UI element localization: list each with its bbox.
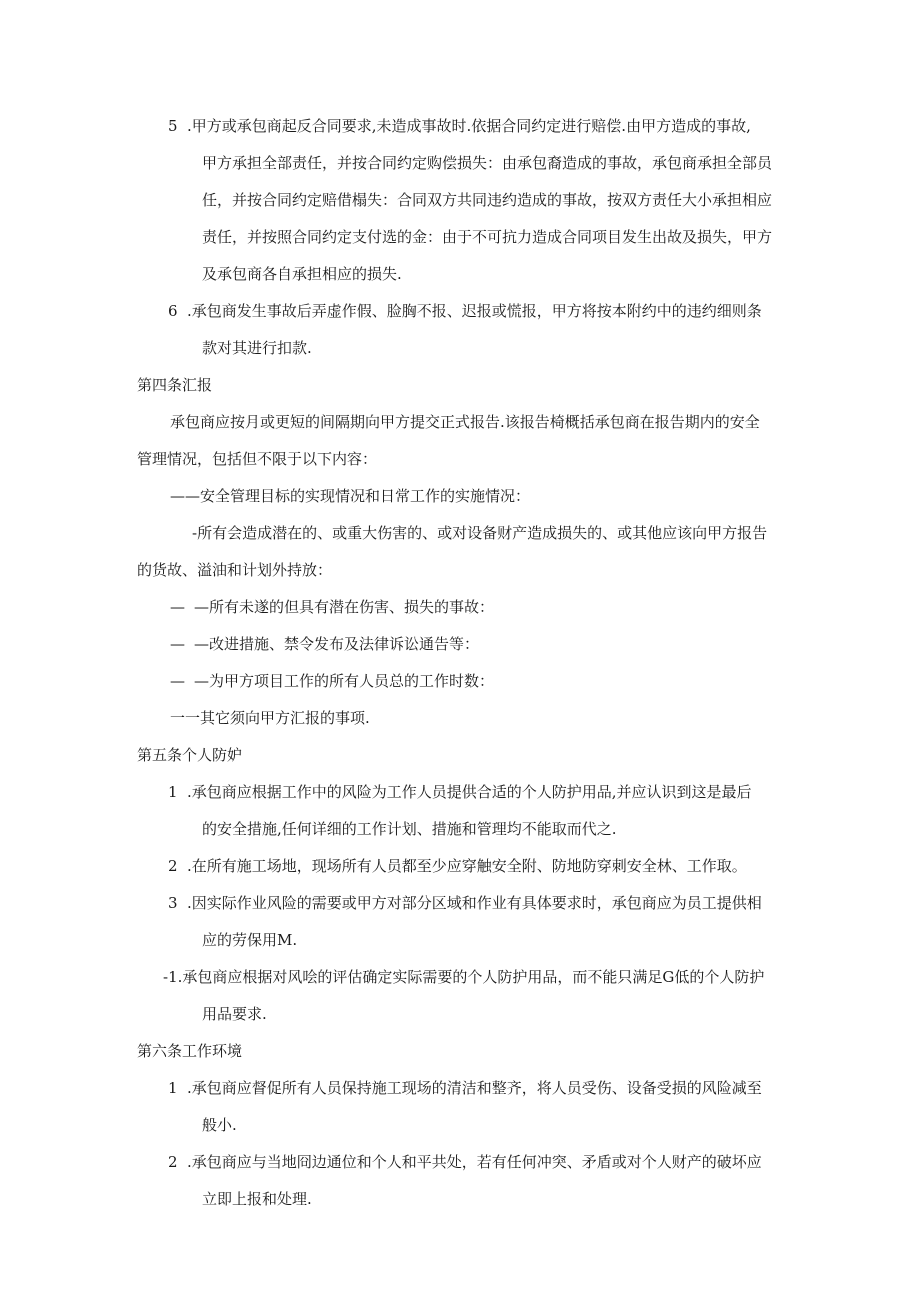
section-heading: 第五条个人防妒 [137, 746, 243, 764]
paragraph-line: 管理情况，包括但不限于以下内容： [137, 450, 378, 468]
bullet-line: 一一其它须向甲方汇报的事项. [170, 709, 370, 727]
item-text-line: .承包商应督促所有人员保持施工现场的清洁和整齐，将人员受伤、设备受损的风险减至 [187, 1079, 762, 1097]
item-text-line: .承包商应与当地冏边通位和个人和平共处，若有任何冲突、矛盾或对个人财产的破坏应 [187, 1153, 762, 1171]
item-text-line: 般小. [202, 1116, 237, 1134]
item-text-line: 及承包商各自承担相应的损失. [202, 265, 402, 283]
bullet-dash: — [170, 672, 185, 690]
bullet-line: —为甲方项目工作的所有人员总的工作时数： [194, 672, 495, 690]
paragraph-line: 承包商应按月或更短的间隔期向甲方提交正式报告.该报告椅概括承包商在报告期内的安全 [170, 413, 760, 431]
item-text-line: 甲方承担全部责任，并按合同约定购偿损失：由承包裔造成的事故，承包商承担全部员 [202, 154, 773, 172]
item-number: 2 [168, 1153, 178, 1171]
item-text-line: 款对其进行扣款. [202, 339, 312, 357]
item-text-line: .因实际作业风险的需要或甲方对部分区域和作业有具体要求时，承包商应为员工提供相 [187, 894, 762, 912]
bullet-line: ——安全管理目标的实现情况和日常工作的实施情况： [170, 487, 531, 505]
item-text-line: 任，并按合同约定赔借榻失：合同双方共同违约造成的事故，按双方责任大小承担相应 [202, 191, 773, 209]
bullet-line: —改进措施、禁令发布及法律诉讼通告等： [194, 635, 480, 653]
item-number: 1 [168, 783, 178, 801]
item-text-line: .在所有施工场地，现场所有人员都至少应穿触安全附、防地防穿刺安全林、工作取。 [187, 857, 747, 875]
item-text-line: 责任，并按照合同约定支付选的金：由于不可抗力造成合同项目发生出故及损失，甲方 [202, 228, 773, 246]
bullet-dash: — [170, 635, 185, 653]
item-text-line: .承包商发生事故后弄虚作假、脸胸不报、迟报或慌报，甲方将按本附约中的违约细则条 [187, 302, 762, 320]
bullet-line: 的货故、溢油和计划外持放： [137, 561, 333, 579]
section-heading: 第四条汇报 [137, 376, 213, 394]
item-text-line: 的安全措施,任何详细的工作计划、措施和管理均不能取而代之. [202, 820, 617, 838]
bullet-line: —所有未遂的但具有潜在伤害、损失的事故： [194, 598, 495, 616]
bullet-dash: — [170, 598, 185, 616]
item-number: 2 [168, 857, 178, 875]
section-heading: 第六条工作环境 [137, 1042, 243, 1060]
item-text-line: 用品要求. [202, 1005, 267, 1023]
item-number: 1 [168, 1079, 178, 1097]
item-text-line: -1.承包商应根据对风哙的评估确定实际需要的个人防护用品，而不能只满足G低的个人防护 [163, 968, 765, 986]
item-number: 5 [168, 117, 178, 135]
item-text-line: 应的劳保用M. [202, 931, 298, 949]
item-text-line: 立即上报和处理. [202, 1190, 312, 1208]
item-text-line: .承包商应根据工作中的风险为工作人员提供合适的个人防护用品,并应认识到这是最后 [187, 783, 752, 801]
item-number: 3 [168, 894, 178, 912]
item-number: 6 [168, 302, 178, 320]
bullet-line: -所有会造成潜在的、或重大伤害的、或对设备财产造成损失的、或其他应该向甲方报告 [192, 524, 768, 542]
item-text-line: .甲方或承包商起反合同要求,未造成事故时.依据合同约定进行赔偿.由甲方造成的事故, [187, 117, 751, 135]
